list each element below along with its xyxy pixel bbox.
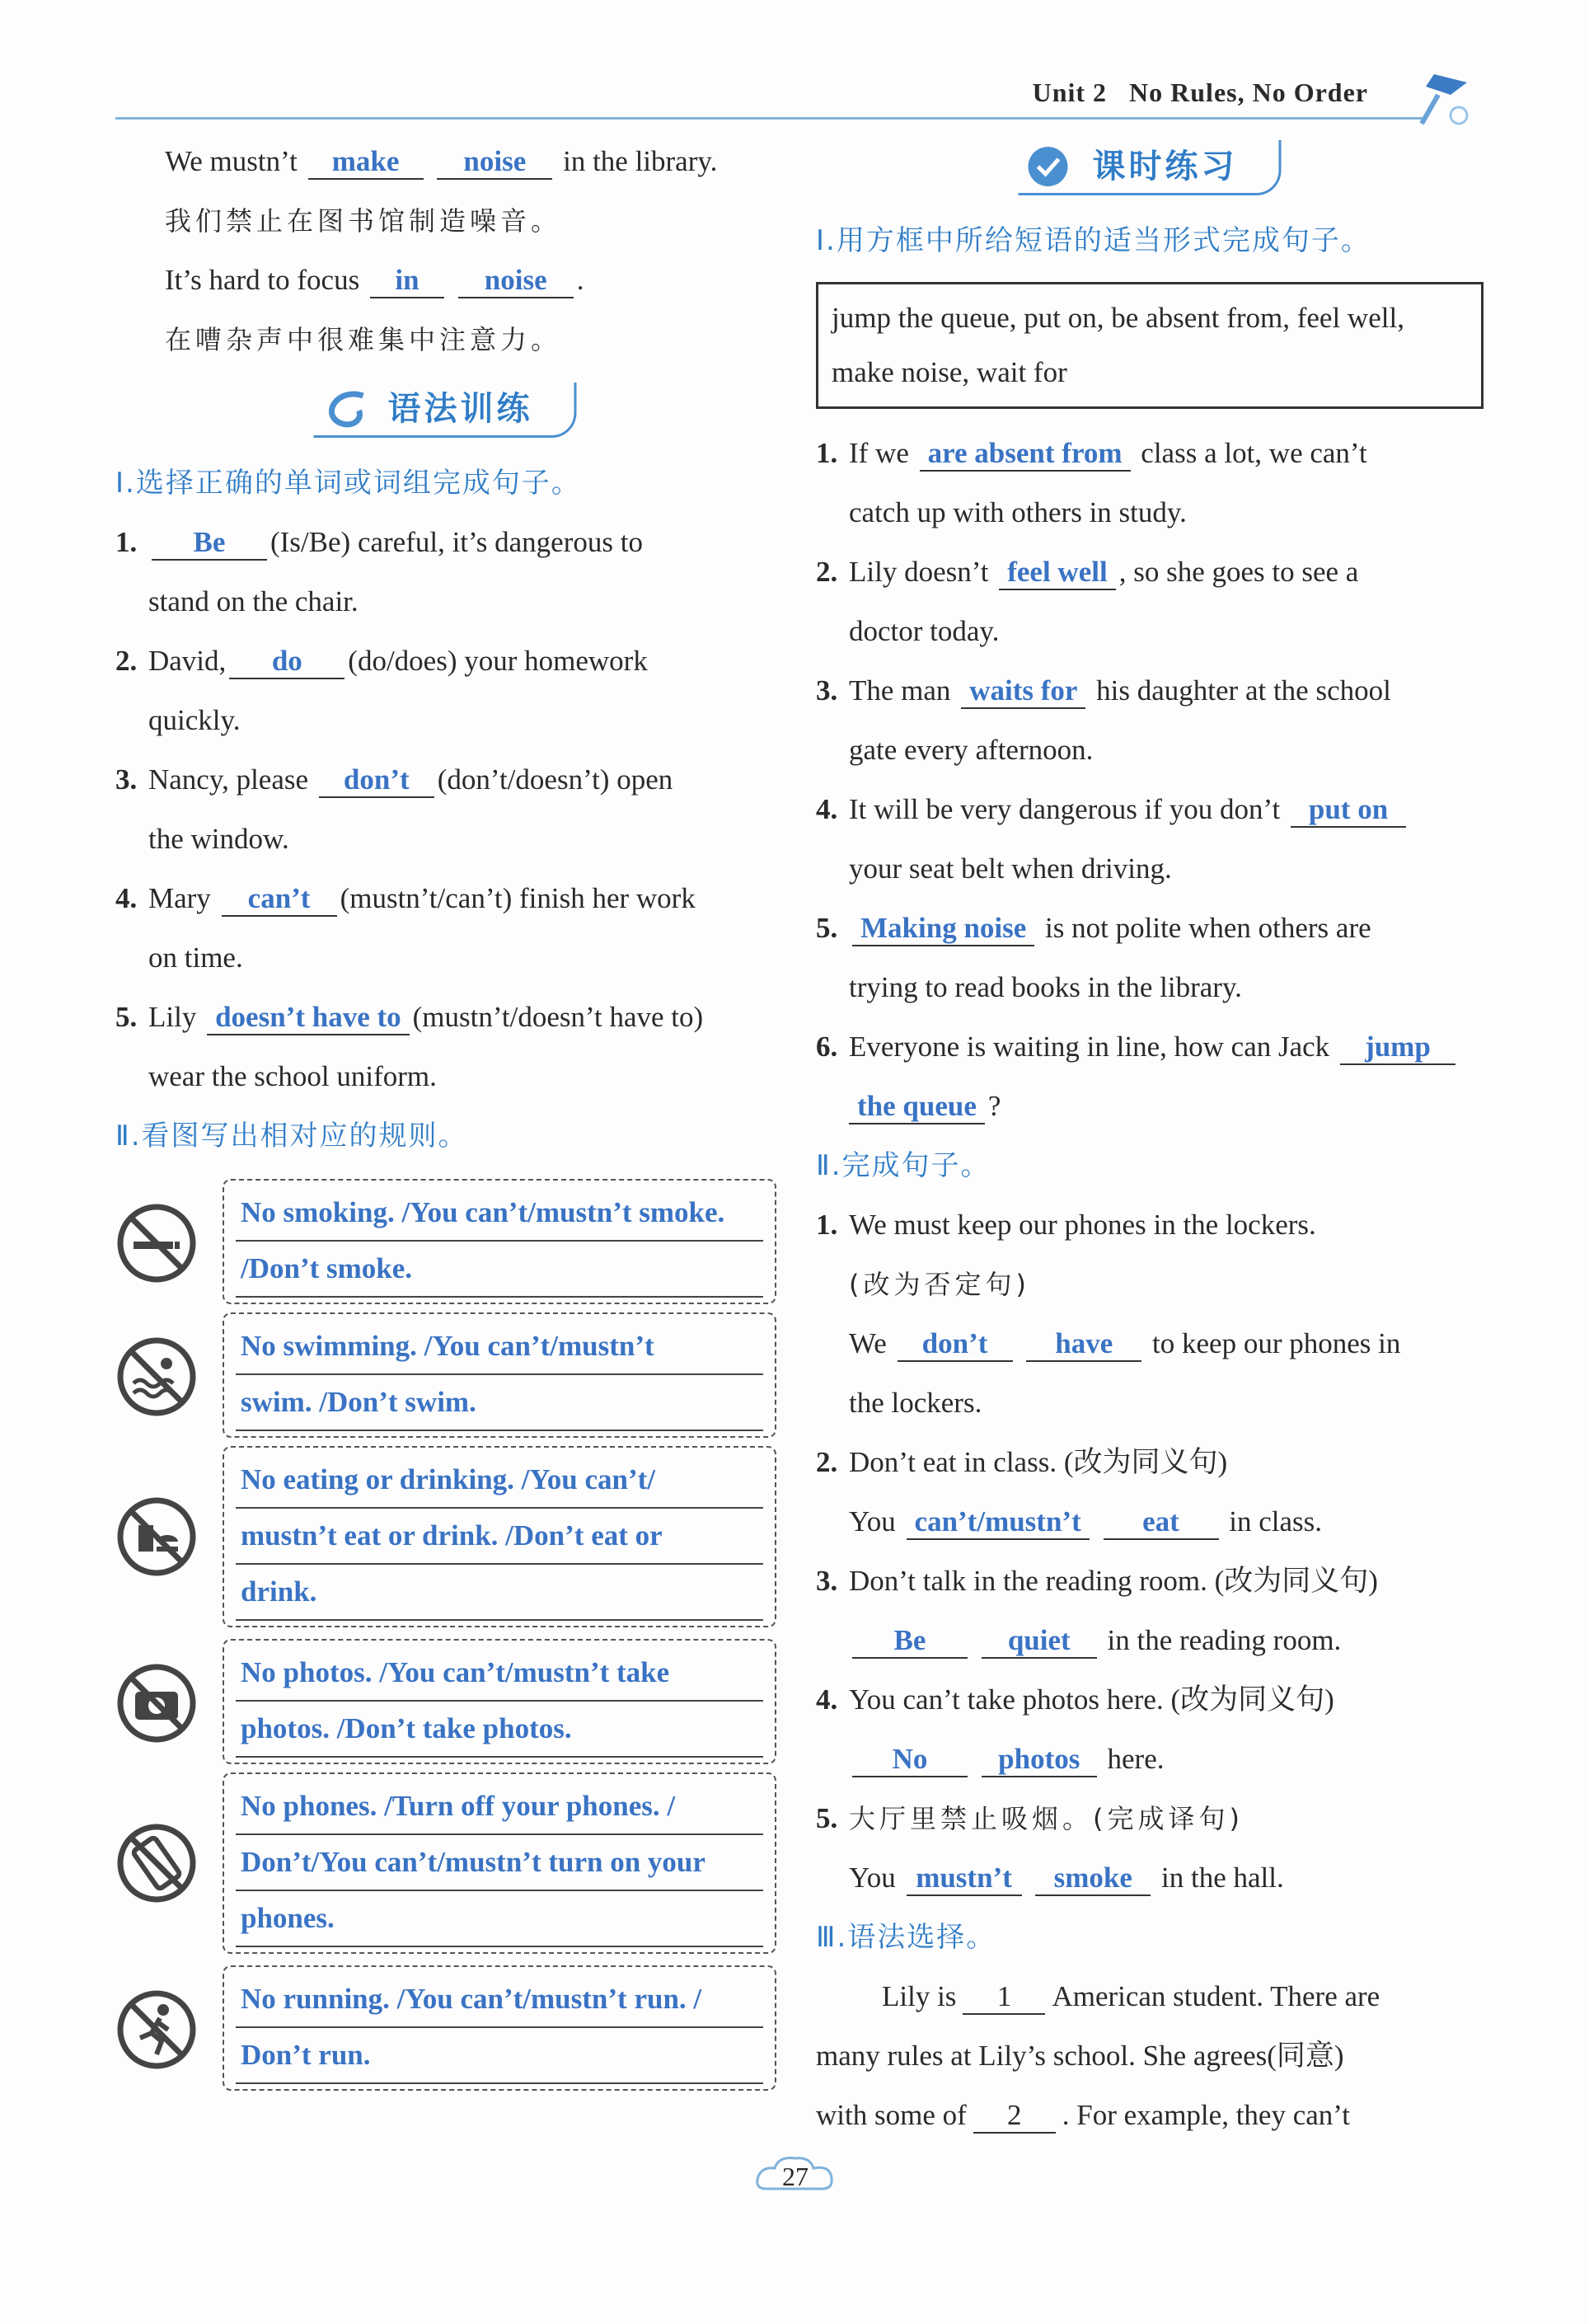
grammar-banner xyxy=(115,374,775,448)
item-number: 6. xyxy=(816,1031,838,1063)
rule-line: Don’t run. xyxy=(236,2028,763,2084)
answer-blank: quiet xyxy=(982,1624,1097,1659)
answer-blank: can’t xyxy=(222,882,337,917)
item-number: 4. xyxy=(816,793,838,825)
no-photos-icon xyxy=(115,1662,198,1744)
text: . xyxy=(576,264,584,296)
practice-banner xyxy=(816,132,1484,206)
blank-number: 2 xyxy=(973,2099,1056,2134)
item-number: 5. xyxy=(816,912,838,944)
rule-line: photos. /Don’t take photos. xyxy=(236,1702,763,1758)
text: (do/does) your homework xyxy=(348,645,648,677)
answer-blank: noise xyxy=(437,145,552,180)
text: class a lot, we can’t xyxy=(1141,437,1367,469)
exercise-item xyxy=(816,661,1484,780)
text: on time. xyxy=(148,941,243,974)
rule-line: No smoking. /You can’t/mustn’t smoke. xyxy=(236,1185,763,1242)
item-number: 4. xyxy=(115,882,138,914)
text: Mary xyxy=(148,882,211,914)
item-number: 1. xyxy=(816,437,838,469)
no-smoking-icon xyxy=(115,1202,198,1284)
exercise-list xyxy=(816,424,1484,1136)
text: your seat belt when driving. xyxy=(849,852,1172,885)
text: gate every afternoon. xyxy=(849,734,1094,766)
intro-translation-1: 我们禁止在图书馆制造噪音。 xyxy=(165,205,562,237)
page-number-text: 27 xyxy=(782,2162,809,2191)
item-number: 5. xyxy=(816,1802,838,1834)
header-rule xyxy=(115,117,1426,120)
exercise-item xyxy=(816,1195,1484,1433)
text: You xyxy=(849,1862,896,1894)
rule-box xyxy=(223,1772,776,1954)
item-number: 1. xyxy=(816,1209,838,1241)
answer-blank: eat xyxy=(1104,1505,1219,1540)
text: with some of xyxy=(816,2099,967,2131)
section-title: Ⅰ.用方框中所给短语的适当形式完成句子。 xyxy=(816,224,1371,257)
text: is not polite when others are xyxy=(1045,912,1371,944)
text: to keep our phones in xyxy=(1152,1327,1401,1359)
text: his daughter at the school xyxy=(1096,674,1391,707)
sign-row xyxy=(115,1179,775,1311)
item-number: 5. xyxy=(115,1001,138,1033)
exercise-item xyxy=(816,424,1484,542)
answer-blank: don’t xyxy=(319,763,434,798)
item-number: 3. xyxy=(115,763,138,796)
banner-title xyxy=(1019,140,1282,195)
rule-box xyxy=(223,1312,776,1438)
checkmark-icon xyxy=(1027,145,1075,188)
item-number: 4. xyxy=(816,1683,838,1716)
exercise-item xyxy=(115,988,775,1106)
text: many rules at Lily’s school. She agrees(同意) xyxy=(816,2040,1344,2072)
answer-blank: make xyxy=(308,145,424,180)
rule-line: No running. /You can’t/mustn’t run. / xyxy=(236,1972,763,2028)
text: in class. xyxy=(1229,1505,1323,1538)
text: wear the school uniform. xyxy=(148,1060,437,1092)
no-phones-icon xyxy=(115,1822,198,1904)
rule-box xyxy=(223,1179,776,1304)
text: the window. xyxy=(148,823,289,855)
question-text: We must keep our phones in the lockers. xyxy=(849,1209,1316,1241)
exercise-item xyxy=(816,1552,1484,1670)
answer-blank: put on xyxy=(1291,793,1406,828)
exercise-item xyxy=(115,631,775,750)
text: ? xyxy=(987,1090,1001,1122)
section-title: Ⅱ.看图写出相对应的规则。 xyxy=(115,1120,468,1153)
text: catch up with others in study. xyxy=(849,496,1187,528)
banner-title xyxy=(314,383,577,438)
exercise-item xyxy=(816,899,1484,1017)
rule-line: drink. xyxy=(236,1565,763,1621)
text: American student. There are xyxy=(1052,1980,1380,2012)
exercise-item xyxy=(816,780,1484,899)
text: (Is/Be) careful, it’s dangerous to xyxy=(270,526,643,558)
answer-blank: Be xyxy=(152,526,267,561)
text: quickly. xyxy=(148,704,241,736)
rule-line: Don’t/You can’t/mustn’t turn on your xyxy=(236,1835,763,1891)
text: in the library. xyxy=(563,145,718,177)
rule-line: No swimming. /You can’t/mustn’t xyxy=(236,1319,763,1375)
exercise-item xyxy=(816,1789,1484,1908)
unit-label: Unit 2 xyxy=(1032,77,1108,107)
rule-line: No photos. /You can’t/mustn’t take xyxy=(236,1646,763,1702)
question-text: You can’t take photos here. (改为同义句) xyxy=(849,1683,1334,1716)
rule-box xyxy=(223,1965,776,2091)
blank-number: 1 xyxy=(963,1980,1045,2015)
answer-blank: mustn’t xyxy=(907,1862,1022,1896)
item-number: 3. xyxy=(816,1565,838,1597)
swirl-icon xyxy=(322,387,370,430)
exercise-item xyxy=(816,1017,1484,1136)
answer-blank: are absent from xyxy=(920,437,1131,472)
answer-blank: Making noise xyxy=(852,912,1034,946)
text: . For example, they can’t xyxy=(1062,2099,1351,2131)
answer-blank: No xyxy=(852,1743,968,1777)
answer-blank: do xyxy=(229,645,345,679)
section-title: Ⅰ.选择正确的单词或词组完成句子。 xyxy=(115,467,581,500)
answer-blank: don’t xyxy=(898,1327,1013,1362)
text: in the hall. xyxy=(1161,1862,1284,1894)
rule-line: No phones. /Turn off your phones. / xyxy=(236,1779,763,1835)
answer-blank: in xyxy=(370,264,444,298)
text: , so she goes to see a xyxy=(1118,556,1359,588)
pencil-cap-icon xyxy=(1409,66,1475,132)
text: You xyxy=(849,1505,896,1538)
text: stand on the chair. xyxy=(148,585,359,617)
exercise-list xyxy=(115,513,775,1106)
right-column xyxy=(816,132,1484,2145)
text: Lily is xyxy=(882,1980,957,2012)
unit-title: No Rules, No Order xyxy=(1129,77,1368,107)
sign-row xyxy=(115,1446,775,1637)
page-number xyxy=(750,2152,841,2201)
rule-line: mustn’t eat or drink. /Don’t eat or xyxy=(236,1509,763,1565)
answer-blank: doesn’t have to xyxy=(207,1001,410,1035)
intro-sentence-1 xyxy=(115,132,775,191)
phrase-box: jump the queue, put on, be absent from, feel well, make noise, wait for xyxy=(816,282,1484,409)
rule-line: /Don’t smoke. xyxy=(236,1242,763,1298)
section-title: Ⅲ.语法选择。 xyxy=(816,1921,996,1954)
text: the lockers. xyxy=(849,1387,982,1419)
answer-blank: Be xyxy=(852,1624,968,1659)
text: in the reading room. xyxy=(1107,1624,1342,1656)
question-text: Don’t talk in the reading room. (改为同义句) xyxy=(849,1565,1378,1597)
text: doctor today. xyxy=(849,615,1000,647)
text: (mustn’t/doesn’t have to) xyxy=(412,1001,704,1033)
no-eating-drinking-icon xyxy=(115,1495,198,1578)
exercise-item xyxy=(816,1670,1484,1789)
text: Everyone is waiting in line, how can Jack xyxy=(849,1031,1330,1063)
answer-blank: jump xyxy=(1340,1031,1455,1065)
text: We mustn’t xyxy=(165,145,298,177)
text: Lily doesn’t xyxy=(849,556,989,588)
left-column xyxy=(115,132,775,2099)
item-number: 2. xyxy=(816,556,838,588)
sign-row xyxy=(115,1312,775,1444)
no-running-icon xyxy=(115,1988,198,2071)
rule-line: phones. xyxy=(236,1891,763,1947)
sign-rules-list xyxy=(115,1179,775,2097)
section-title: Ⅱ.完成句子。 xyxy=(816,1149,991,1182)
text: (don’t/doesn’t) open xyxy=(437,763,673,796)
rule-box xyxy=(223,1446,776,1627)
answer-blank: waits for xyxy=(961,674,1085,709)
sign-row xyxy=(115,1639,775,1771)
item-number: 2. xyxy=(115,645,138,677)
exercise-item xyxy=(115,750,775,869)
exercise-item xyxy=(816,1433,1484,1552)
text: It will be very dangerous if you don’t xyxy=(849,793,1281,825)
sign-row xyxy=(115,1965,775,2097)
exercise-item xyxy=(115,513,775,631)
page-header xyxy=(115,66,1475,132)
text: (mustn’t/can’t) finish her work xyxy=(340,882,696,914)
intro-translation-2: 在嘈杂声中很难集中注意力。 xyxy=(165,324,562,355)
rule-line: No eating or drinking. /You can’t/ xyxy=(236,1453,763,1509)
text: trying to read books in the library. xyxy=(849,971,1242,1003)
header-title xyxy=(1033,77,1368,108)
text: We xyxy=(849,1327,887,1359)
intro-sentence-2 xyxy=(115,251,775,310)
item-number: 2. xyxy=(816,1446,838,1478)
question-text: Don’t eat in class. (改为同义句) xyxy=(849,1446,1228,1478)
text: The man xyxy=(849,674,951,707)
text: David, xyxy=(148,645,227,677)
sentence-completion-list xyxy=(816,1195,1484,1908)
no-swimming-icon xyxy=(115,1336,198,1418)
answer-blank: noise xyxy=(458,264,574,298)
text: Nancy, please xyxy=(148,763,309,796)
sign-row xyxy=(115,1772,775,1964)
answer-blank: photos xyxy=(982,1743,1097,1777)
question-text: 大厅里禁止吸烟。(完成译句) xyxy=(849,1803,1244,1834)
text: here. xyxy=(1107,1743,1165,1775)
banner-text: 课时练习 xyxy=(1092,148,1238,185)
answer-blank: smoke xyxy=(1035,1862,1151,1896)
answer-blank: feel well xyxy=(999,556,1115,590)
banner-text: 语法训练 xyxy=(387,390,533,428)
rule-box xyxy=(223,1639,776,1764)
answer-blank: can’t/mustn’t xyxy=(907,1505,1090,1540)
answer-blank: have xyxy=(1026,1327,1141,1362)
grammar-passage xyxy=(816,1967,1484,2145)
text: Lily xyxy=(148,1001,197,1033)
exercise-item xyxy=(816,542,1484,661)
instruction: (改为否定句) xyxy=(849,1269,1030,1300)
answer-blank: the queue xyxy=(849,1090,985,1124)
text: It’s hard to focus xyxy=(165,264,360,296)
exercise-item xyxy=(115,869,775,988)
text: If we xyxy=(849,437,909,469)
rule-line: swim. /Don’t swim. xyxy=(236,1375,763,1431)
item-number: 1. xyxy=(115,526,138,558)
item-number: 3. xyxy=(816,674,838,707)
